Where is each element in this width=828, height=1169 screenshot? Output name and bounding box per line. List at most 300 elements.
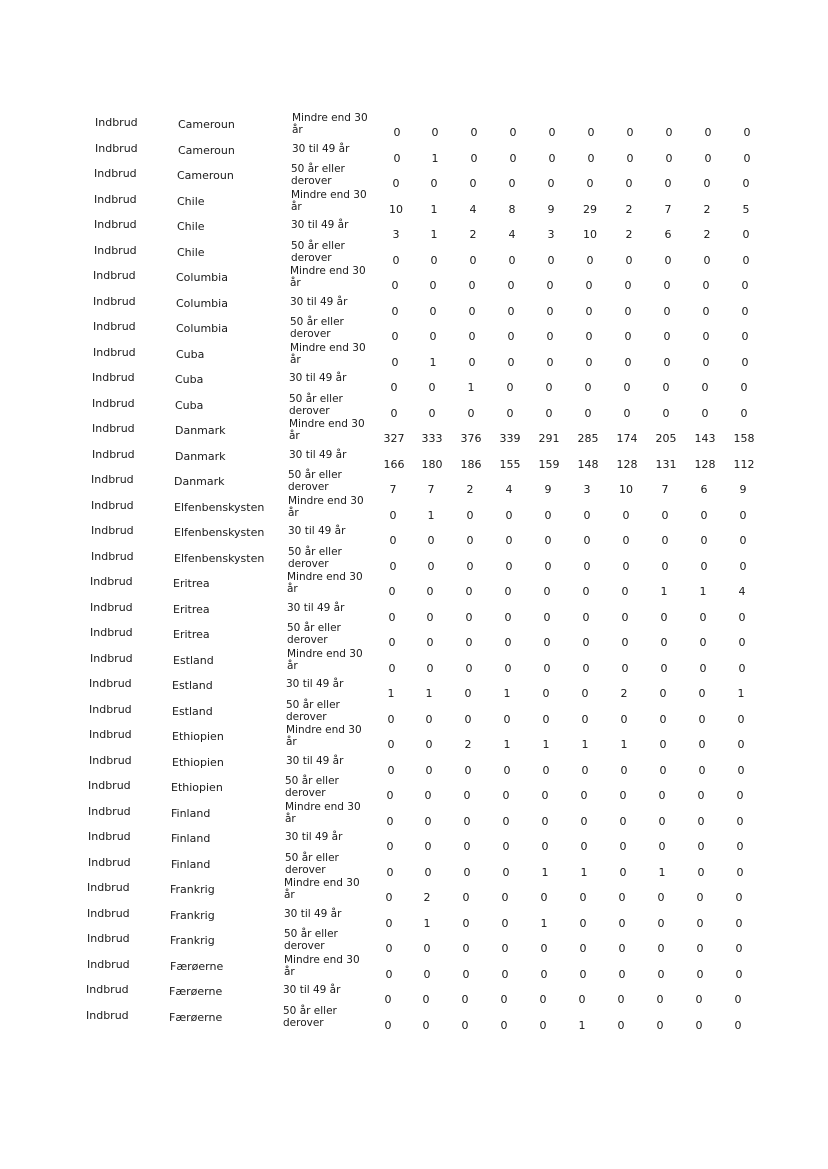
age-group-cell: Mindre end 30 år xyxy=(290,341,366,366)
value-cell: 0 xyxy=(501,891,509,904)
value-cell: 0 xyxy=(388,661,396,675)
value-cell: 0 xyxy=(461,993,469,1006)
value-cell: 0 xyxy=(507,279,515,292)
value-cell: 0 xyxy=(463,840,471,853)
value-cell: 0 xyxy=(659,687,667,700)
offense-type-cell: Indbrud xyxy=(90,626,133,639)
value-cell: 6 xyxy=(664,228,672,241)
value-cell: 0 xyxy=(423,967,431,981)
age-group-cell: 30 til 49 år xyxy=(285,831,343,843)
value-cell: 3 xyxy=(392,228,400,241)
value-cell: 0 xyxy=(658,789,666,802)
value-cell: 0 xyxy=(580,814,588,828)
value-cell: 0 xyxy=(586,177,594,190)
age-group-cell: 30 til 49 år xyxy=(286,754,344,767)
value-cell: 0 xyxy=(464,712,472,726)
value-cell: 376 xyxy=(460,432,482,445)
value-cell: 0 xyxy=(742,253,750,267)
value-cell: 0 xyxy=(427,559,435,573)
value-cell: 0 xyxy=(468,355,476,369)
value-cell: 0 xyxy=(656,1018,664,1032)
value-cell: 0 xyxy=(504,585,512,598)
value-cell: 1 xyxy=(427,508,435,522)
value-cell: 0 xyxy=(580,840,588,853)
age-group-cell: 50 år eller derover xyxy=(287,622,341,646)
value-cell: 0 xyxy=(508,253,516,267)
country-cell: Færøerne xyxy=(169,1010,223,1024)
value-cell: 0 xyxy=(424,814,432,828)
value-cell: 0 xyxy=(620,712,628,726)
value-cell: 0 xyxy=(621,585,629,598)
age-group-cell: Mindre end 30 år xyxy=(284,877,360,901)
value-cell: 0 xyxy=(546,330,554,343)
value-cell: 0 xyxy=(618,942,626,955)
value-cell: 0 xyxy=(657,967,665,981)
value-cell: 0 xyxy=(430,253,438,267)
value-cell: 0 xyxy=(390,406,398,420)
value-cell: 2 xyxy=(423,891,431,904)
value-cell: 0 xyxy=(543,636,551,649)
value-cell: 0 xyxy=(464,687,472,700)
value-cell: 0 xyxy=(661,559,669,573)
country-cell: Eritrea xyxy=(173,602,210,616)
value-cell: 0 xyxy=(697,789,705,802)
age-group-cell: 50 år eller derover xyxy=(285,775,339,799)
value-cell: 1 xyxy=(429,355,437,369)
value-cell: 0 xyxy=(424,789,432,802)
value-cell: 0 xyxy=(501,942,509,955)
age-group-cell: 50 år eller derover xyxy=(291,163,345,187)
value-cell: 0 xyxy=(540,891,548,904)
age-group-cell: Mindre end 30 år xyxy=(291,188,367,213)
value-cell: 0 xyxy=(663,355,671,369)
age-group-cell: 30 til 49 år xyxy=(286,678,344,690)
offense-type-cell: Indbrud xyxy=(92,396,135,410)
value-cell: 0 xyxy=(391,279,399,292)
value-cell: 6 xyxy=(700,483,708,496)
value-cell: 0 xyxy=(542,712,550,726)
offense-type-cell: Indbrud xyxy=(95,141,138,155)
value-cell: 0 xyxy=(386,840,394,853)
value-cell: 0 xyxy=(702,279,710,292)
value-cell: 2 xyxy=(703,228,711,241)
value-cell: 0 xyxy=(698,763,706,777)
age-group-cell: Mindre end 30 år xyxy=(290,265,366,289)
country-cell: Cameroun xyxy=(178,143,235,157)
value-cell: 0 xyxy=(699,636,707,649)
value-cell: 0 xyxy=(741,304,749,318)
value-cell: 0 xyxy=(579,916,587,930)
value-cell: 0 xyxy=(661,508,669,522)
value-cell: 0 xyxy=(657,942,665,955)
value-cell: 0 xyxy=(542,687,550,700)
value-cell: 0 xyxy=(427,534,435,547)
value-cell: 0 xyxy=(623,406,631,420)
value-cell: 0 xyxy=(429,279,437,292)
country-cell: Danmark xyxy=(175,449,226,463)
country-cell: Elfenbenskysten xyxy=(174,551,265,565)
value-cell: 0 xyxy=(626,126,634,139)
value-cell: 0 xyxy=(391,355,399,369)
value-cell: 1 xyxy=(467,381,475,394)
value-cell: 0 xyxy=(702,304,710,318)
value-cell: 143 xyxy=(694,432,716,445)
value-cell: 0 xyxy=(507,330,515,343)
value-cell: 0 xyxy=(385,967,393,981)
value-cell: 131 xyxy=(655,457,677,471)
value-cell: 128 xyxy=(616,457,638,471)
value-cell: 0 xyxy=(470,126,478,139)
value-cell: 0 xyxy=(425,712,433,726)
value-cell: 0 xyxy=(624,330,632,343)
value-cell: 0 xyxy=(545,406,553,420)
value-cell: 0 xyxy=(501,916,509,930)
value-cell: 0 xyxy=(461,1018,469,1032)
age-group-cell: 50 år eller derover xyxy=(290,316,344,340)
age-group-cell: Mindre end 30 år xyxy=(284,953,360,978)
value-cell: 0 xyxy=(509,126,517,139)
value-cell: 9 xyxy=(739,483,747,496)
value-cell: 5 xyxy=(742,202,750,216)
value-cell: 0 xyxy=(699,661,707,675)
value-cell: 0 xyxy=(619,814,627,828)
country-cell: Chile xyxy=(177,245,205,259)
age-group-cell: Mindre end 30 år xyxy=(287,647,363,672)
value-cell: 0 xyxy=(624,355,632,369)
age-group-cell: Mindre end 30 år xyxy=(286,724,362,748)
value-cell: 0 xyxy=(466,559,474,573)
country-cell: Elfenbenskysten xyxy=(174,526,265,539)
age-group-cell: 50 år eller derover xyxy=(289,392,343,417)
age-group-cell: Mindre end 30 år xyxy=(289,418,365,442)
value-cell: 0 xyxy=(464,763,472,777)
value-cell: 1 xyxy=(581,738,589,751)
value-cell: 1 xyxy=(430,202,438,216)
value-cell: 0 xyxy=(424,865,432,879)
value-cell: 0 xyxy=(663,279,671,292)
value-cell: 0 xyxy=(697,865,705,879)
value-cell: 0 xyxy=(431,126,439,139)
value-cell: 0 xyxy=(543,610,551,624)
country-cell: Chile xyxy=(177,220,205,233)
value-cell: 1 xyxy=(431,151,439,165)
value-cell: 0 xyxy=(736,865,744,879)
offense-type-cell: Indbrud xyxy=(92,422,135,435)
offense-type-cell: Indbrud xyxy=(93,345,136,359)
value-cell: 0 xyxy=(462,891,470,904)
value-cell: 0 xyxy=(463,814,471,828)
value-cell: 0 xyxy=(702,330,710,343)
value-cell: 0 xyxy=(658,814,666,828)
value-cell: 0 xyxy=(581,687,589,700)
value-cell: 0 xyxy=(659,712,667,726)
value-cell: 0 xyxy=(384,993,392,1006)
country-cell: Cuba xyxy=(175,398,204,412)
value-cell: 0 xyxy=(740,381,748,394)
country-cell: Finland xyxy=(171,806,211,820)
value-cell: 0 xyxy=(621,636,629,649)
value-cell: 0 xyxy=(626,151,634,165)
value-cell: 0 xyxy=(622,534,630,547)
value-cell: 2 xyxy=(625,228,633,241)
value-cell: 0 xyxy=(392,253,400,267)
offense-type-cell: Indbrud xyxy=(88,804,131,818)
value-cell: 0 xyxy=(426,610,434,624)
value-cell: 0 xyxy=(384,1018,392,1032)
value-cell: 0 xyxy=(548,126,556,139)
value-cell: 0 xyxy=(509,151,517,165)
value-cell: 0 xyxy=(387,712,395,726)
country-cell: Ethiopien xyxy=(172,730,224,743)
value-cell: 0 xyxy=(544,508,552,522)
value-cell: 0 xyxy=(585,304,593,318)
value-cell: 0 xyxy=(385,891,393,904)
value-cell: 1 xyxy=(699,585,707,598)
value-cell: 0 xyxy=(660,661,668,675)
value-cell: 0 xyxy=(624,304,632,318)
value-cell: 0 xyxy=(385,916,393,930)
value-cell: 0 xyxy=(585,330,593,343)
value-cell: 2 xyxy=(469,228,477,241)
value-cell: 0 xyxy=(386,789,394,802)
country-cell: Cameroun xyxy=(178,118,235,131)
value-cell: 0 xyxy=(462,916,470,930)
age-group-cell: 50 år eller derover xyxy=(284,928,338,952)
value-cell: 0 xyxy=(540,942,548,955)
value-cell: 0 xyxy=(389,508,397,522)
value-cell: 0 xyxy=(582,636,590,649)
value-cell: 0 xyxy=(665,126,673,139)
country-cell: Cuba xyxy=(175,373,204,386)
age-group-cell: 30 til 49 år xyxy=(284,907,342,920)
value-cell: 0 xyxy=(430,177,438,190)
value-cell: 0 xyxy=(663,304,671,318)
value-cell: 0 xyxy=(505,508,513,522)
value-cell: 1 xyxy=(658,865,666,879)
value-cell: 0 xyxy=(504,661,512,675)
value-cell: 0 xyxy=(619,840,627,853)
offense-type-cell: Indbrud xyxy=(95,116,138,129)
value-cell: 0 xyxy=(578,993,586,1006)
value-cell: 0 xyxy=(737,712,745,726)
value-cell: 1 xyxy=(503,687,511,700)
value-cell: 159 xyxy=(538,457,560,471)
offense-type-cell: Indbrud xyxy=(87,957,130,971)
value-cell: 158 xyxy=(733,432,755,445)
value-cell: 0 xyxy=(700,534,708,547)
country-cell: Cuba xyxy=(176,347,205,361)
value-cell: 0 xyxy=(701,381,709,394)
age-group-cell: Mindre end 30 år xyxy=(287,571,363,595)
age-group-cell: 50 år eller derover xyxy=(283,1004,337,1029)
value-cell: 2 xyxy=(625,202,633,216)
value-cell: 0 xyxy=(704,151,712,165)
value-cell: 0 xyxy=(739,534,747,547)
value-cell: 0 xyxy=(424,840,432,853)
value-cell: 339 xyxy=(499,432,521,445)
offense-type-cell: Indbrud xyxy=(91,524,134,537)
value-cell: 2 xyxy=(464,738,472,751)
value-cell: 0 xyxy=(507,304,515,318)
offense-type-cell: Indbrud xyxy=(89,728,132,741)
value-cell: 0 xyxy=(581,712,589,726)
value-cell: 0 xyxy=(463,865,471,879)
offense-type-cell: Indbrud xyxy=(86,983,129,996)
value-cell: 10 xyxy=(389,202,403,216)
value-cell: 10 xyxy=(583,228,597,241)
value-cell: 0 xyxy=(698,738,706,751)
value-cell: 1 xyxy=(387,687,395,700)
value-cell: 0 xyxy=(700,559,708,573)
value-cell: 0 xyxy=(742,228,750,241)
value-cell: 0 xyxy=(743,151,751,165)
age-group-cell: 50 år eller derover xyxy=(291,239,345,264)
offense-type-cell: Indbrud xyxy=(90,575,133,588)
value-cell: 0 xyxy=(425,738,433,751)
value-cell: 0 xyxy=(547,177,555,190)
value-cell: 0 xyxy=(661,534,669,547)
offense-type-cell: Indbrud xyxy=(94,167,137,180)
value-cell: 0 xyxy=(587,151,595,165)
value-cell: 0 xyxy=(735,891,743,904)
offense-type-cell: Indbrud xyxy=(90,651,133,665)
value-cell: 0 xyxy=(658,840,666,853)
country-cell: Ethiopien xyxy=(171,781,223,794)
country-cell: Danmark xyxy=(175,424,226,437)
value-cell: 112 xyxy=(733,457,755,471)
value-cell: 0 xyxy=(465,610,473,624)
value-cell: 0 xyxy=(505,534,513,547)
age-group-cell: 50 år eller derover xyxy=(288,469,342,493)
offense-type-cell: Indbrud xyxy=(86,1008,129,1022)
age-group-cell: 30 til 49 år xyxy=(289,448,347,461)
offense-type-cell: Indbrud xyxy=(92,371,135,384)
value-cell: 0 xyxy=(469,253,477,267)
value-cell: 0 xyxy=(735,967,743,981)
country-cell: Finland xyxy=(171,832,211,845)
value-cell: 0 xyxy=(704,126,712,139)
offense-type-cell: Indbrud xyxy=(93,320,136,333)
value-cell: 0 xyxy=(656,993,664,1006)
value-cell: 2 xyxy=(466,483,474,496)
value-cell: 0 xyxy=(463,789,471,802)
value-cell: 0 xyxy=(659,738,667,751)
value-cell: 0 xyxy=(621,661,629,675)
country-cell: Eritrea xyxy=(173,628,210,641)
value-cell: 0 xyxy=(664,253,672,267)
value-cell: 0 xyxy=(701,406,709,420)
value-cell: 0 xyxy=(741,355,749,369)
value-cell: 0 xyxy=(389,534,397,547)
value-cell: 0 xyxy=(662,381,670,394)
value-cell: 0 xyxy=(544,559,552,573)
value-cell: 0 xyxy=(426,636,434,649)
value-cell: 0 xyxy=(657,891,665,904)
value-cell: 0 xyxy=(386,814,394,828)
age-group-cell: 30 til 49 år xyxy=(290,295,348,308)
value-cell: 0 xyxy=(663,330,671,343)
age-group-cell: 30 til 49 år xyxy=(289,372,347,384)
value-cell: 166 xyxy=(383,457,405,471)
value-cell: 0 xyxy=(662,406,670,420)
value-cell: 180 xyxy=(421,457,443,471)
value-cell: 0 xyxy=(503,712,511,726)
value-cell: 0 xyxy=(696,891,704,904)
value-cell: 1 xyxy=(542,738,550,751)
value-cell: 0 xyxy=(618,916,626,930)
value-cell: 0 xyxy=(429,304,437,318)
offense-type-cell: Indbrud xyxy=(87,932,130,945)
value-cell: 0 xyxy=(544,534,552,547)
value-cell: 0 xyxy=(469,177,477,190)
value-cell: 0 xyxy=(502,865,510,879)
offense-type-cell: Indbrud xyxy=(94,243,137,257)
value-cell: 174 xyxy=(616,432,638,445)
value-cell: 0 xyxy=(738,610,746,624)
value-cell: 0 xyxy=(624,279,632,292)
table-row xyxy=(0,1005,828,1045)
value-cell: 0 xyxy=(622,559,630,573)
country-cell: Frankrig xyxy=(170,908,215,922)
offense-type-cell: Indbrud xyxy=(94,218,137,231)
value-cell: 0 xyxy=(428,381,436,394)
value-cell: 0 xyxy=(660,636,668,649)
age-group-cell: Mindre end 30 år xyxy=(288,494,364,519)
value-cell: 0 xyxy=(665,151,673,165)
offense-type-cell: Indbrud xyxy=(92,447,135,461)
value-cell: 0 xyxy=(735,916,743,930)
age-group-cell: 30 til 49 år xyxy=(288,525,346,537)
country-cell: Estland xyxy=(172,679,213,692)
value-cell: 0 xyxy=(468,279,476,292)
offense-type-cell: Indbrud xyxy=(90,600,133,614)
value-cell: 4 xyxy=(469,202,477,216)
country-cell: Chile xyxy=(177,194,205,208)
value-cell: 0 xyxy=(582,610,590,624)
value-cell: 0 xyxy=(388,585,396,598)
value-cell: 0 xyxy=(696,916,704,930)
value-cell: 1 xyxy=(541,865,549,879)
value-cell: 0 xyxy=(465,636,473,649)
value-cell: 327 xyxy=(383,432,405,445)
offense-type-cell: Indbrud xyxy=(88,855,131,869)
value-cell: 155 xyxy=(499,457,521,471)
value-cell: 0 xyxy=(736,814,744,828)
value-cell: 0 xyxy=(696,967,704,981)
country-cell: Ethiopien xyxy=(172,755,224,769)
value-cell: 0 xyxy=(392,177,400,190)
value-cell: 128 xyxy=(694,457,716,471)
value-cell: 0 xyxy=(546,304,554,318)
value-cell: 0 xyxy=(579,967,587,981)
value-cell: 1 xyxy=(540,916,548,930)
value-cell: 0 xyxy=(737,763,745,777)
value-cell: 333 xyxy=(421,432,443,445)
age-group-cell: 30 til 49 år xyxy=(283,984,341,996)
value-cell: 10 xyxy=(619,483,633,496)
country-cell: Estland xyxy=(173,653,214,667)
value-cell: 0 xyxy=(386,865,394,879)
value-cell: 0 xyxy=(699,610,707,624)
value-cell: 0 xyxy=(696,942,704,955)
value-cell: 0 xyxy=(467,406,475,420)
value-cell: 0 xyxy=(579,891,587,904)
value-cell: 0 xyxy=(585,279,593,292)
value-cell: 0 xyxy=(462,942,470,955)
value-cell: 0 xyxy=(426,661,434,675)
value-cell: 0 xyxy=(543,585,551,598)
value-cell: 0 xyxy=(462,967,470,981)
